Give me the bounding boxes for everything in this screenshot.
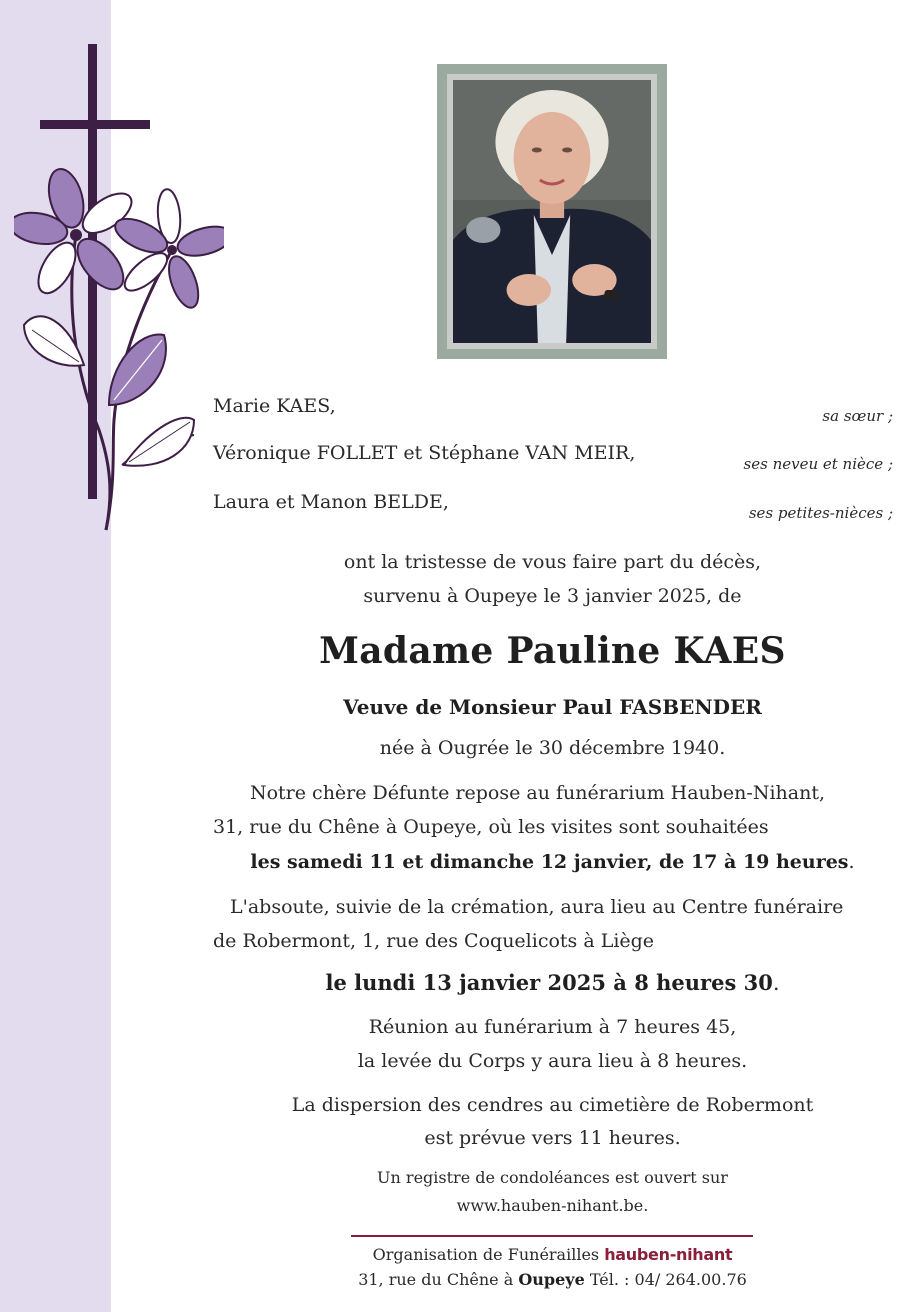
dispersion-line: est prévue vers 11 heures.: [424, 1127, 681, 1149]
family-relation: sa sœur ;: [822, 407, 893, 425]
condolences-line: Un registre de condoléances est ouvert sur: [377, 1168, 728, 1187]
leaf-icon: [124, 418, 194, 466]
footer-organisation: Organisation de Funérailles hauben-nihant: [372, 1245, 733, 1264]
deceased-name: Madame Pauline KAES: [319, 630, 786, 672]
family-relation: ses neveu et nièce ;: [743, 455, 893, 473]
footer-divider: [351, 1235, 753, 1237]
ceremony-line: L'absoute, suivie de la crémation, aura lieu au Centre funéraire: [230, 896, 844, 918]
leaf-icon: [109, 335, 166, 405]
visitation-line: Notre chère Défunte repose au funérarium Hauben-Nihant,: [249, 782, 825, 804]
visitation-line: 31, rue du Chêne à Oupeye, où les visites sont souhaitées: [213, 816, 769, 838]
meeting-line: Réunion au funérarium à 7 heures 45,: [368, 1016, 737, 1038]
portrait-frame: [437, 64, 667, 359]
condolences-url[interactable]: www.hauben-nihant.be.: [456, 1196, 649, 1215]
family-row: [213, 491, 893, 521]
announcement-line: survenu à Oupeye le 3 janvier 2025, de: [363, 585, 742, 607]
family-relation: ses petites-nièces ;: [748, 504, 893, 522]
footer-phone: Tél. : 04/ 264.00.76: [584, 1270, 747, 1289]
widow-of: Veuve de Monsieur Paul FASBENDER: [343, 695, 762, 719]
meeting-line: la levée du Corps y aura lieu à 8 heures.: [357, 1050, 748, 1072]
family-name: Marie KAES,: [213, 395, 336, 417]
family-name: Laura et Manon BELDE,: [213, 491, 449, 513]
family-row: [213, 395, 893, 425]
ceremony-date-bold: le lundi 13 janvier 2025 à 8 heures 30: [325, 970, 773, 995]
announcement-line: ont la tristesse de vous faire part du décès,: [343, 551, 762, 573]
brand-logo: hauben-nihant: [604, 1245, 733, 1264]
birth-info: née à Ougrée le 30 décembre 1940.: [379, 737, 726, 759]
visitation-dates: les samedi 11 et dimanche 12 janvier, de 17 à 19 heures.: [250, 851, 855, 873]
portrait-photo: [453, 80, 651, 343]
family-row: [213, 442, 893, 472]
visitation-dates-bold: les samedi 11 et dimanche 12 janvier, de 17 à 19 heures: [250, 851, 849, 873]
cross-flowers-decoration: [14, 40, 224, 540]
ceremony-date: le lundi 13 janvier 2025 à 8 heures 30.: [325, 970, 780, 995]
dispersion-line: La dispersion des cendres au cimetière de Robermont: [291, 1094, 814, 1116]
ceremony-line: de Robermont, 1, rue des Coquelicots à Liège: [213, 930, 655, 952]
footer-address: 31, rue du Chêne à Oupeye Tél. : 04/ 264.00.76: [358, 1270, 747, 1289]
family-name: Véronique FOLLET et Stéphane VAN MEIR,: [213, 442, 636, 464]
